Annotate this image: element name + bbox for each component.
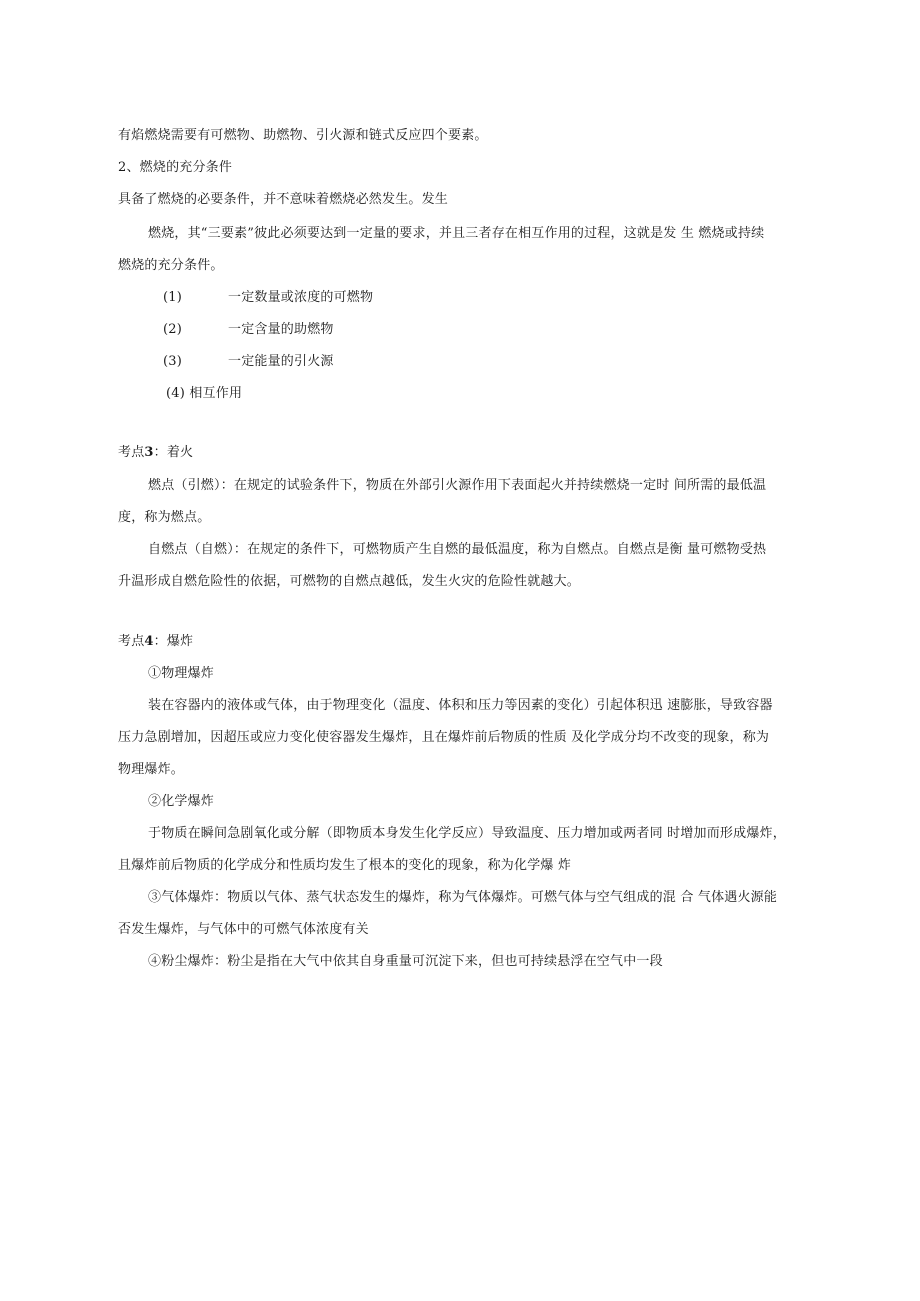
heading-prefix: 考点 — [118, 634, 145, 649]
paragraph-line: 装在容器内的液体或气体，由于物理变化（温度、体积和压力等因素的变化）引起体积迅 速膨胀，导致容器 — [148, 698, 773, 713]
section-heading — [118, 633, 193, 651]
paragraph-line: ④粉尘爆炸：粉尘是指在大气中依其自身重量可沉淀下来，但也可持续悬浮在空气中一段 — [148, 954, 663, 969]
text-line: 有焰燃烧需要有可燃物、助燃物、引火源和链式反应四个要素。 — [118, 128, 488, 143]
paragraph-line: 于物质在瞬间急剧氧化或分解（即物质本身发生化学反应）导致温度、压力增加或两者同 时增加而形成爆炸， — [148, 826, 786, 841]
list-item-text: 一定能量的引火源 — [228, 354, 334, 369]
heading-number: 4 — [144, 634, 154, 649]
text-line: 具备了燃烧的必要条件，并不意味着燃烧必然发生。发生 — [118, 192, 449, 207]
paragraph-line: 且爆炸前后物质的化学成分和性质均发生了根本的变化的现象，称为化学爆 炸 — [118, 858, 572, 873]
paragraph-line: 压力急剧增加，因超压或应力变化使容器发生爆炸，且在爆炸前后物质的性质 及化学成分均不改变的现象，称为 — [118, 730, 770, 745]
paragraph-line: 燃点（引燃）：在规定的试验条件下，物质在外部引火源作用下表面起火并持续燃烧一定时 间所需的最低温 — [148, 478, 767, 493]
heading-suffix: ：爆炸 — [153, 634, 194, 649]
paragraph-line: ③气体爆炸：物质以气体、蒸气状态发生的爆炸，称为气体爆炸。可燃气体与空气组成的混 合 气体遇火源能 — [148, 890, 778, 905]
list-item-number: (2) — [163, 322, 183, 337]
paragraph-line: 升温形成自燃危险性的依据，可燃物的自燃点越低，发生火灾的危险性就越大。 — [118, 574, 581, 589]
subsection-title: ①物理爆炸 — [148, 666, 215, 681]
paragraph-line: 物理爆炸。 — [118, 762, 185, 777]
list-item-number: (1) — [163, 290, 183, 305]
list-item-text: 一定含量的助燃物 — [228, 322, 334, 337]
heading-prefix: 考点 — [118, 445, 145, 460]
list-item-text: 一定数量或浓度的可燃物 — [228, 290, 374, 305]
section-heading — [118, 444, 193, 462]
paragraph-line: 燃烧，其“三要素”彼此必须要达到一定量的要求，并且三者存在相互作用的过程，这就是发 生 燃烧或持续 — [148, 226, 765, 241]
paragraph-line: 度，称为燃点。 — [118, 510, 211, 525]
paragraph-line: 否发生爆炸，与气体中的可燃气体浓度有关 — [118, 922, 369, 937]
subsection-title: ②化学爆炸 — [148, 794, 215, 809]
paragraph-line: 自燃点（自燃）：在规定的条件下，可燃物质产生自燃的最低温度，称为自燃点。自燃点是衡 量可燃物受热 — [148, 542, 767, 557]
section-heading: 2、燃烧的充分条件 — [118, 160, 233, 175]
paragraph-line: 燃烧的充分条件。 — [118, 258, 224, 273]
heading-number: 3 — [144, 445, 154, 460]
heading-suffix: ：着火 — [153, 445, 194, 460]
list-item-number: (3) — [163, 354, 183, 369]
list-item: (4) 相互作用 — [166, 386, 243, 401]
